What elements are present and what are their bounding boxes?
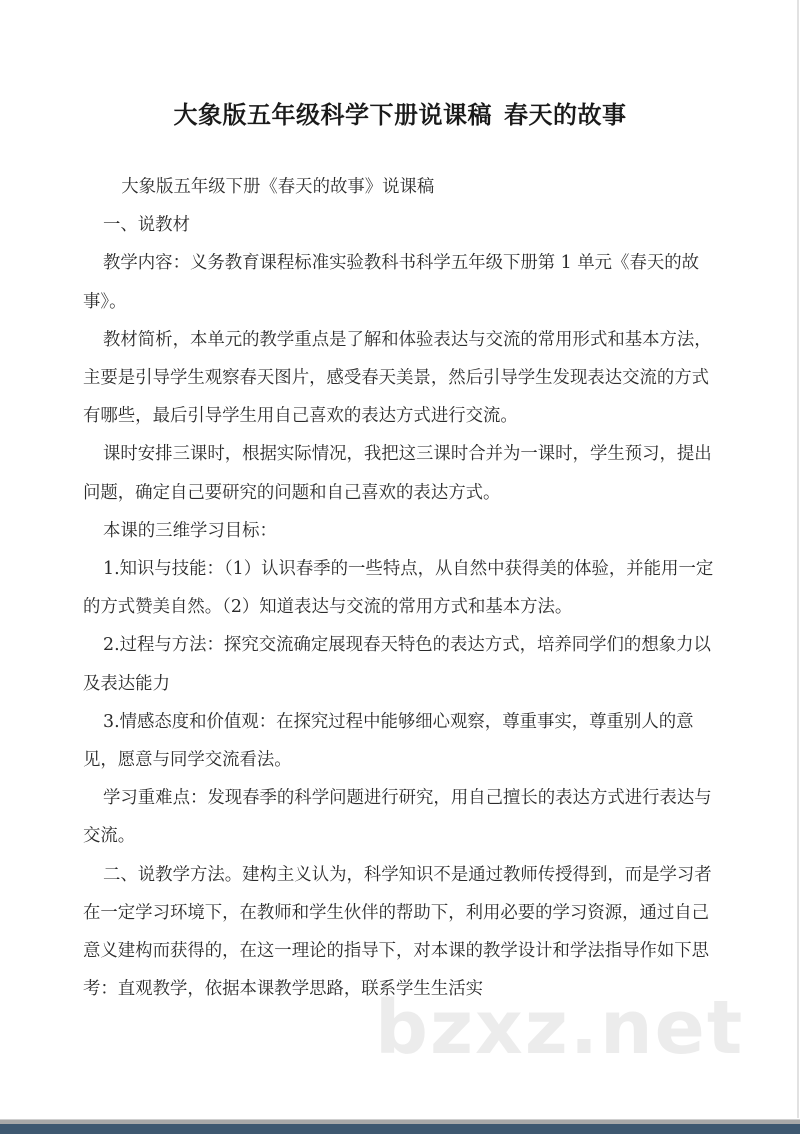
paragraph-key-points: 学习重难点：发现春季的科学问题进行研究，用自己擅长的表达方式进行表达与交流。	[83, 788, 712, 847]
document-title	[0, 95, 800, 130]
title-sub: 春天的故事	[504, 101, 627, 129]
title-main: 大象版五年级科学下册说课稿	[173, 101, 492, 129]
document-body	[83, 168, 723, 1008]
paragraph-analysis: 教材简析，本单元的教学重点是了解和体验表达与交流的常用形式和基本方法，主要是引导学生观察春天图片，感受春天美景，然后引导学生发现表达交流的方式有哪些，最后引导学生用自己喜欢的表达方式进行交流。	[83, 329, 712, 427]
paragraph-goal-3: 3.情感态度和价值观：在探究过程中能够细心观察，尊重事实，尊重别人的意见，愿意与同学交流看法。	[83, 711, 694, 771]
paragraph-goal-1: 1.知识与技能：（1）认识春季的一些特点，从自然中获得美的体验，并能用一定的方式赞美自然。（2）知道表达与交流的常用方式和基本方法。	[83, 559, 714, 618]
paragraph-goals-heading: 本课的三维学习目标：	[103, 520, 277, 541]
paragraph-methods: 二、说教学方法。建构主义认为，科学知识不是通过教师传授得到，而是学习者在一定学习环境下，在教师和学生伙伴的帮助下，利用必要的学习资源，通过自己意义建构而获得的，在这一理论的指导下，对本课的教学设计和学法指导作如下思考：直观教学，依据本课教学思路，联系学生生活实	[83, 864, 712, 1000]
section-heading-1: 一、说教材	[103, 215, 190, 236]
bottom-bar	[0, 1124, 800, 1134]
watermark: bzxz.net	[375, 985, 745, 1071]
subtitle-paragraph: 大象版五年级下册《春天的故事》说课稿	[121, 177, 435, 197]
paragraph-schedule: 课时安排三课时，根据实际情况，我把这三课时合并为一课时，学生预习，提出问题，确定自己要研究的问题和自己喜欢的表达方式。	[83, 444, 712, 503]
paragraph-content: 教学内容：义务教育课程标准实验教科书科学五年级下册第 1 单元《春天的故事》。	[83, 253, 700, 312]
paragraph-goal-2: 2.过程与方法：探究交流确定展现春天特色的表达方式，培养同学们的想象力以及表达能力	[83, 635, 711, 694]
